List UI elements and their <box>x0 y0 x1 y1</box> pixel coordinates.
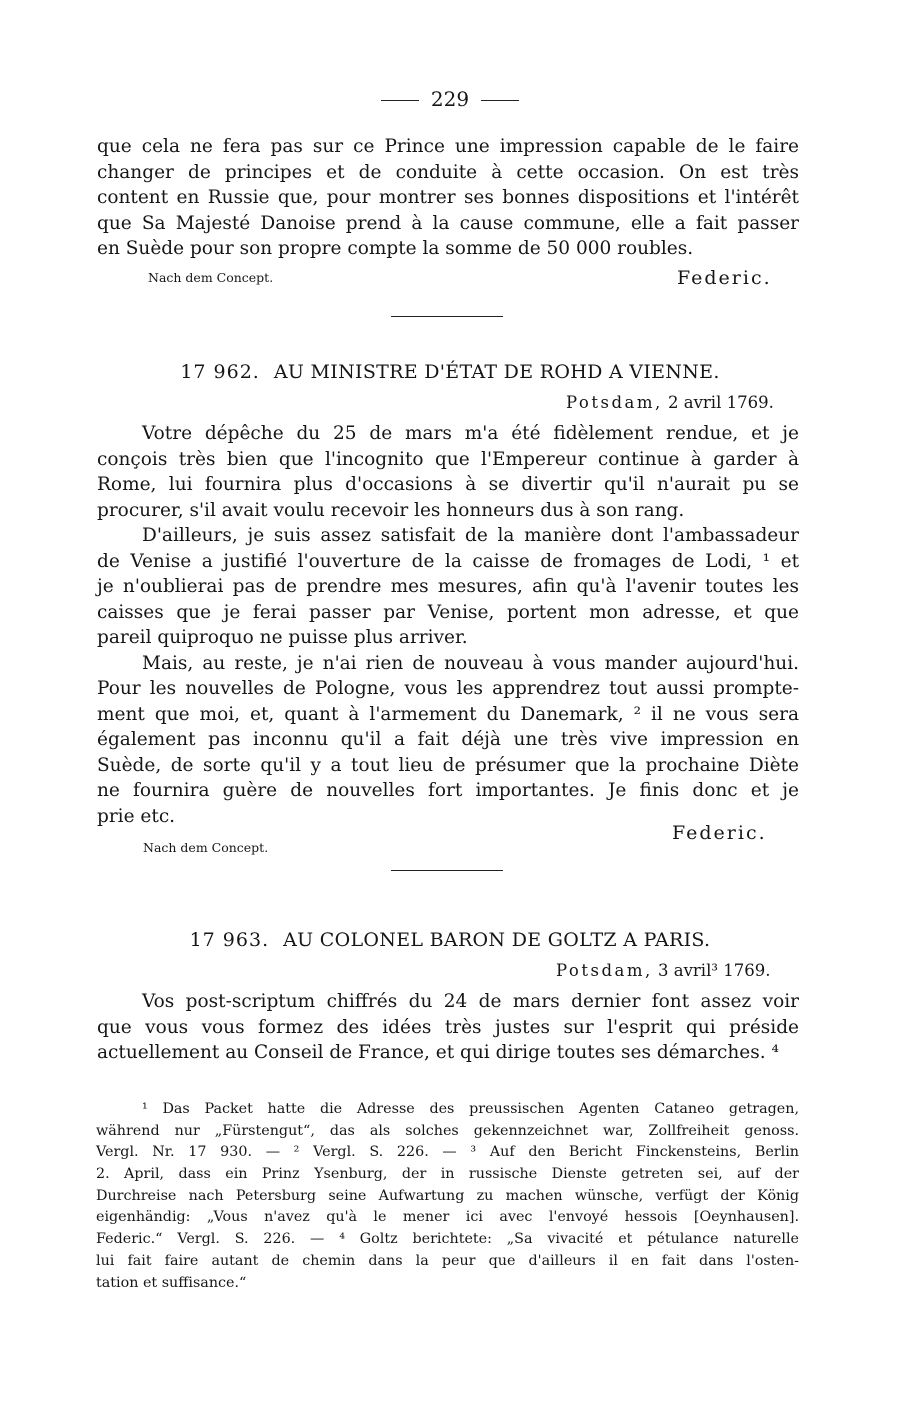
letter-place: Potsdam, <box>566 393 663 412</box>
footnote-line: tation et suffisance.“ <box>96 1274 247 1291</box>
separator-rule <box>391 870 503 871</box>
footnote-line: eigenhändig: „Vous n'avez qu'à le mener ici avec l'envoyé hessois [Oeynhausen]. <box>96 1209 799 1226</box>
text-line: Rome, lui fournira plus d'occasions à se divertir qu'il n'aurait pu se <box>97 474 799 495</box>
letter-date: 3 avril³ 1769. <box>658 961 771 980</box>
text-line: pareil quiproquo ne puisse plus arriver. <box>97 627 468 648</box>
footnote-line: ¹ Das Packet hatte die Adresse des preussischen Agenten Cataneo getragen, <box>142 1101 799 1117</box>
letter-heading <box>0 929 900 951</box>
separator-rule <box>391 316 503 317</box>
text-line: Mais, au reste, je n'ai rien de nouveau à vous mander aujourd'hui. <box>142 652 799 674</box>
letter-number: 17 962. <box>180 361 260 383</box>
footnotes <box>96 1099 799 1294</box>
signature: Federic. <box>672 822 767 844</box>
text-line: actuellement au Conseil de France, et qui dirige toutes ses démarches. ⁴ <box>97 1042 779 1063</box>
signature: Federic. <box>677 267 772 289</box>
footnote-line: während nur „Fürstengut“, das als solches gekennzeichnet war, Zollfreiheit genoss. <box>96 1122 799 1139</box>
text-line: prie etc. <box>97 805 176 827</box>
text-line: conçois très bien que l'incognito que l'Empereur continue à garder à <box>97 448 799 470</box>
letter-title: AU COLONEL BARON DE GOLTZ A PARIS. <box>283 929 711 951</box>
letter-dateline <box>556 961 770 980</box>
text-line: de Venise a justifié l'ouverture de la caisse de fromages de Lodi, ¹ et <box>97 550 799 572</box>
text-line: Vos post-scriptum chiffrés du 24 de mars dernier font assez voir <box>142 991 799 1012</box>
source-note: Nach dem Concept. <box>143 840 269 855</box>
text-line: caisses que je ferai passer par Venise, portent mon adresse, et que <box>97 601 799 623</box>
footnote-line: Federic.“ Vergl. S. 226. — ⁴ Goltz berichtete: „Sa vivacité et pétulance naturelle <box>96 1231 799 1248</box>
text-line: Votre dépêche du 25 de mars m'a été fidèlement rendue, et je <box>142 423 799 444</box>
source-note: Nach dem Concept. <box>148 270 274 285</box>
text-line: content en Russie que, pour montrer ses bonnes dispositions et l'intérêt <box>97 187 799 208</box>
text-line: ment que moi, et, quant à l'armement du Danemark, ² il ne vous sera <box>97 703 799 725</box>
letter-place: Potsdam, <box>556 961 653 980</box>
page-number-dash-left <box>381 100 419 101</box>
footnote-line: Durchreise nach Petersburg seine Aufwartung zu machen wünsche, verfügt der König <box>96 1187 799 1204</box>
text-line: je n'oublierai pas de prendre mes mesures, afin qu'à l'avenir toutes les <box>97 576 799 597</box>
letter-title: AU MINISTRE D'ÉTAT DE ROHD A VIENNE. <box>273 361 720 383</box>
letter-body <box>97 421 799 829</box>
text-line: procurer, s'il avait voulu recevoir les honneurs dus à son rang. <box>97 499 685 521</box>
footnote-line: lui fait faire autant de chemin dans la peur que d'ailleurs il en fait dans l'osten- <box>96 1252 799 1269</box>
text-line: D'ailleurs, je suis assez satisfait de la manière dont l'ambassadeur <box>142 525 799 546</box>
text-line: en Suède pour son propre compte la somme de 50 000 roubles. <box>97 238 694 259</box>
page-number-dash-right <box>481 100 519 101</box>
text-line: que Sa Majesté Danoise prend à la cause commune, elle a fait passer <box>97 212 799 234</box>
letter-date: 2 avril 1769. <box>668 393 774 412</box>
letter-number: 17 963. <box>189 929 270 951</box>
text-line: changer de principes et de conduite à cette occasion. On est très <box>97 161 799 183</box>
page-number-value: 229 <box>430 87 470 111</box>
text-line: Suède, de sorte qu'il y a tout lieu de présumer que la prochaine Diète <box>97 754 799 776</box>
footnote-line: 2. April, dass ein Prinz Ysenburg, der in russische Dienste getreten sei, auf der <box>96 1166 799 1183</box>
text-line: que vous vous formez des idées très justes sur l'esprit qui préside <box>97 1016 799 1038</box>
text-line: que cela ne fera pas sur ce Prince une impression capable de le faire <box>97 136 799 157</box>
page-number <box>0 87 900 111</box>
letter-dateline <box>566 393 774 412</box>
text-line: également pas inconnu qu'il a fait déjà une très vive impression en <box>97 729 799 750</box>
text-line: Pour les nouvelles de Pologne, vous les apprendrez tout aussi prompte- <box>97 678 799 699</box>
text-line: ne fournira guère de nouvelles fort importantes. Je finis donc et je <box>97 780 799 801</box>
continuation-text <box>97 134 799 262</box>
letter-heading <box>0 361 900 383</box>
letter-body <box>97 989 799 1066</box>
footnote-line: Vergl. Nr. 17 930. — ² Vergl. S. 226. — ³ Auf den Bericht Finckensteins, Berlin <box>96 1144 799 1161</box>
